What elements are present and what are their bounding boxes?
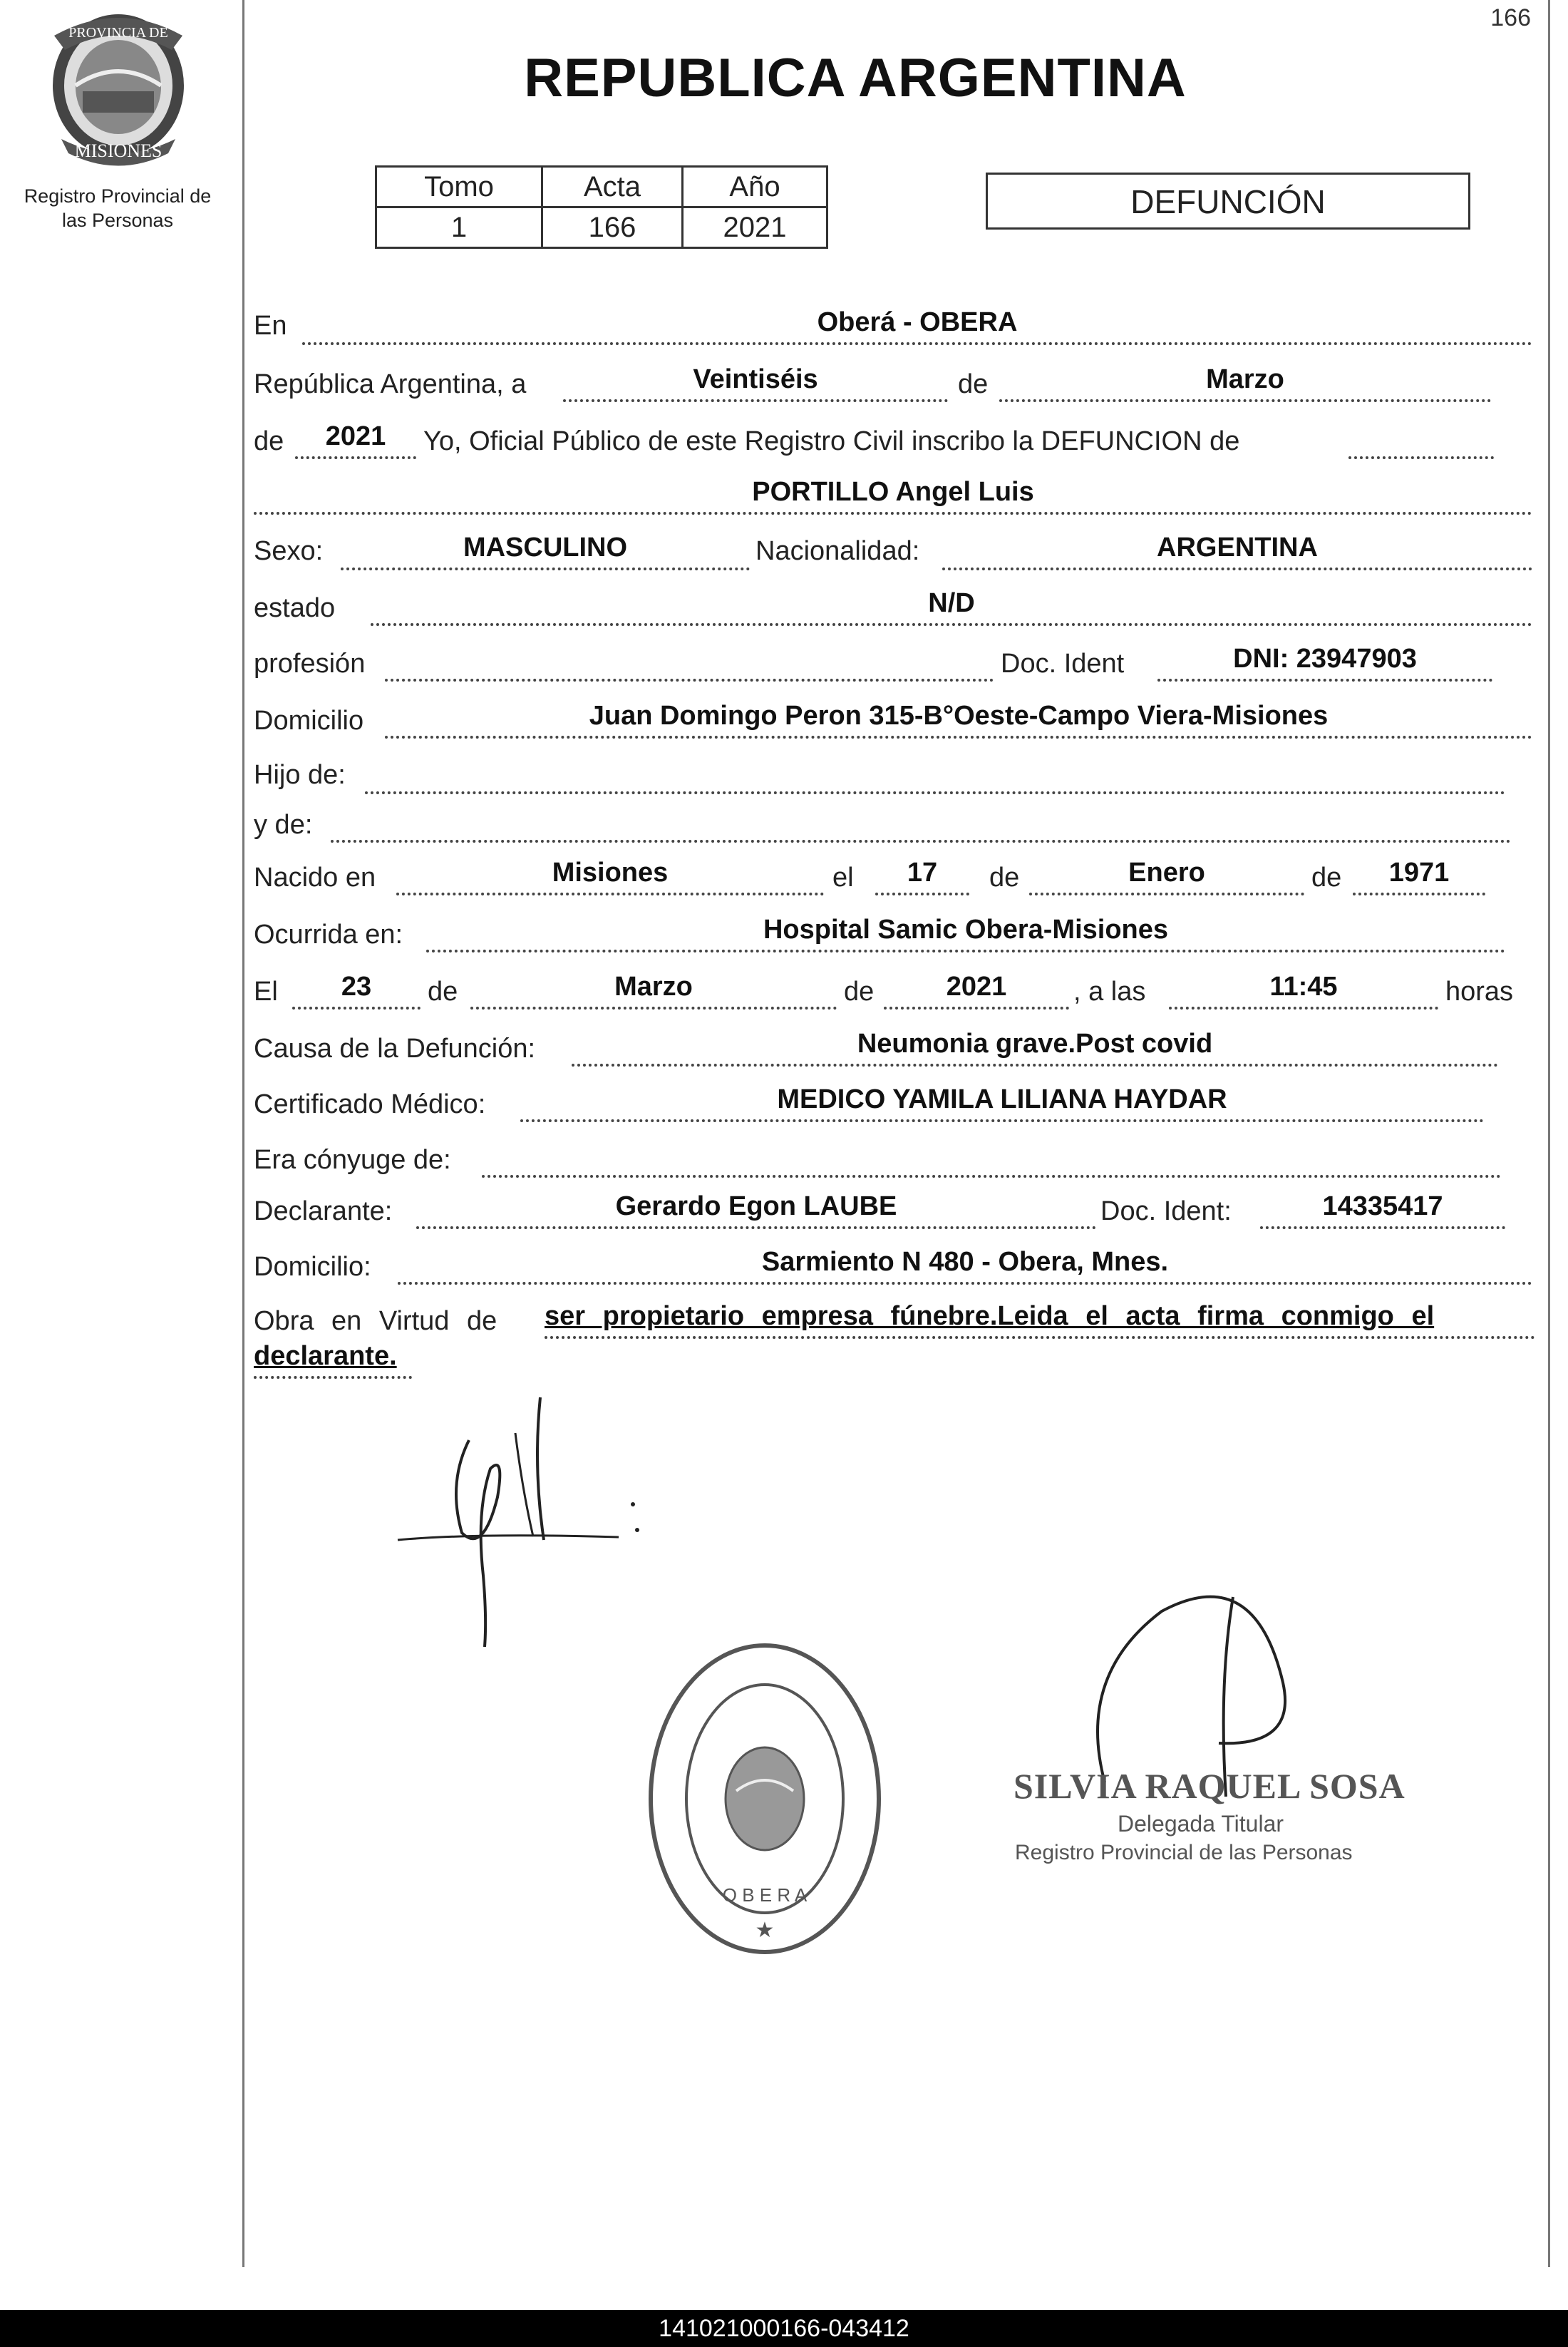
acta-table [375, 165, 828, 249]
nacionalidad-label: Nacionalidad: [755, 536, 920, 566]
deceased-name-field: PORTILLO Angel Luis [254, 475, 1532, 515]
svg-text:MISIONES: MISIONES [74, 140, 163, 161]
right-margin-line [1548, 0, 1550, 2267]
document-type-box: DEFUNCIÓN [986, 173, 1470, 230]
svg-text:★: ★ [755, 1919, 775, 1942]
page-number: 166 [1490, 4, 1531, 31]
alas-label: , a las [1073, 977, 1146, 1007]
day-text-field: Veintiséis [563, 362, 948, 402]
official-name: SILVIA RAQUEL SOSA [1013, 1766, 1405, 1806]
page-title: REPUBLICA ARGENTINA [524, 48, 1187, 108]
year-field: 2021 [295, 419, 416, 459]
decl-doc-field: 14335417 [1260, 1189, 1505, 1229]
acta-header-acta: Acta [542, 167, 683, 207]
sexo-label: Sexo: [254, 536, 324, 566]
nacionalidad-field: ARGENTINA [942, 530, 1532, 570]
hijo-label: Hijo de: [254, 760, 346, 790]
inscribo-text: Yo, Oficial Público de este Registro Civil inscribo la DEFUNCION de [423, 426, 1240, 456]
inscribo-blank [1348, 419, 1494, 459]
left-margin-line [242, 0, 244, 2267]
registry-stamp [640, 1634, 889, 1963]
doc-ident-label: Doc. Ident [1001, 649, 1125, 679]
decl-dom-field: Sarmiento N 480 - Obera, Mnes. [398, 1245, 1532, 1285]
birth-day-field: 17 [875, 856, 969, 895]
acta-header-row [376, 167, 827, 207]
month-text-field: Marzo [999, 362, 1491, 402]
place-field: Oberá - OBERA [302, 305, 1532, 345]
death-year-field: 2021 [884, 970, 1069, 1010]
profesion-field [385, 642, 994, 682]
conyuge-field [482, 1138, 1501, 1178]
decl-doc-label: Doc. Ident: [1100, 1196, 1232, 1226]
el-label: el [832, 863, 854, 893]
profesion-label: profesión [254, 649, 366, 679]
birth-month-field: Enero [1029, 856, 1304, 895]
death-day-field: 23 [292, 970, 421, 1010]
official-org: Registro Provincial de las Personas [1015, 1841, 1353, 1864]
en-label: En [254, 311, 287, 341]
acta-value-tomo: 1 [376, 207, 542, 248]
acta-value-row [376, 207, 827, 248]
certificado-label: Certificado Médico: [254, 1089, 486, 1119]
ocurrida-field: Hospital Samic Obera-Misiones [426, 913, 1505, 952]
de-label-4: de [1311, 863, 1342, 893]
conyuge-label: Era cónyuge de: [254, 1145, 451, 1175]
yde-label: y de: [254, 810, 313, 840]
de-label-6: de [844, 977, 875, 1007]
declarant-signature [391, 1390, 661, 1661]
certificado-field: MEDICO YAMILA LILIANA HAYDAR [520, 1082, 1484, 1122]
nacido-en-field: Misiones [396, 856, 824, 895]
hijo-field [365, 754, 1505, 794]
obra-label: Obra en Virtud de [254, 1306, 497, 1336]
acta-value-acta: 166 [542, 207, 683, 248]
de-label: de [958, 369, 989, 399]
registry-name [0, 184, 235, 232]
horas-label: horas [1445, 977, 1514, 1007]
domicilio-label: Domicilio [254, 706, 364, 736]
declarante-label: Declarante: [254, 1196, 393, 1226]
footer-code: 141021000166-043412 [0, 2310, 1568, 2347]
estado-label: estado [254, 593, 336, 623]
death-month-field: Marzo [470, 970, 837, 1010]
causa-field: Neumonia grave.Post covid [572, 1027, 1498, 1067]
official-role: Delegada Titular [1118, 1811, 1284, 1837]
causa-label: Causa de la Defunción: [254, 1034, 536, 1064]
sexo-field: MASCULINO [341, 530, 750, 570]
doc-ident-field: DNI: 23947903 [1157, 642, 1492, 682]
declarante-field: Gerardo Egon LAUBE [416, 1189, 1096, 1229]
acta-header-tomo: Tomo [376, 167, 542, 207]
registry-name-line2: las Personas [61, 210, 174, 231]
domicilio-field: Juan Domingo Peron 315-B°Oeste-Campo Viera-Misiones [385, 699, 1532, 739]
yde-field [331, 803, 1511, 843]
republica-label: República Argentina, a [254, 369, 527, 399]
registry-name-line1: Registro Provincial de [24, 185, 212, 207]
obra-text-line1: ser propietario empresa fúnebre.Leida el acta firma conmigo el [545, 1299, 1535, 1339]
svg-text:O B E R A: O B E R A [722, 1884, 808, 1906]
birth-year-field: 1971 [1353, 856, 1485, 895]
de-label-3: de [989, 863, 1020, 893]
decl-dom-label: Domicilio: [254, 1252, 371, 1282]
death-time-field: 11:45 [1169, 970, 1438, 1010]
de-label-2: de [254, 426, 284, 456]
el-label-2: El [254, 977, 278, 1007]
ocurrida-label: Ocurrida en: [254, 920, 403, 950]
estado-field: N/D [371, 586, 1532, 626]
acta-header-ano: Año [683, 167, 827, 207]
nacido-label: Nacido en [254, 863, 376, 893]
de-label-5: de [428, 977, 458, 1007]
acta-value-ano: 2021 [683, 207, 827, 248]
obra-text-line2: declarante. [254, 1339, 412, 1379]
svg-text:PROVINCIA DE: PROVINCIA DE [68, 25, 168, 41]
